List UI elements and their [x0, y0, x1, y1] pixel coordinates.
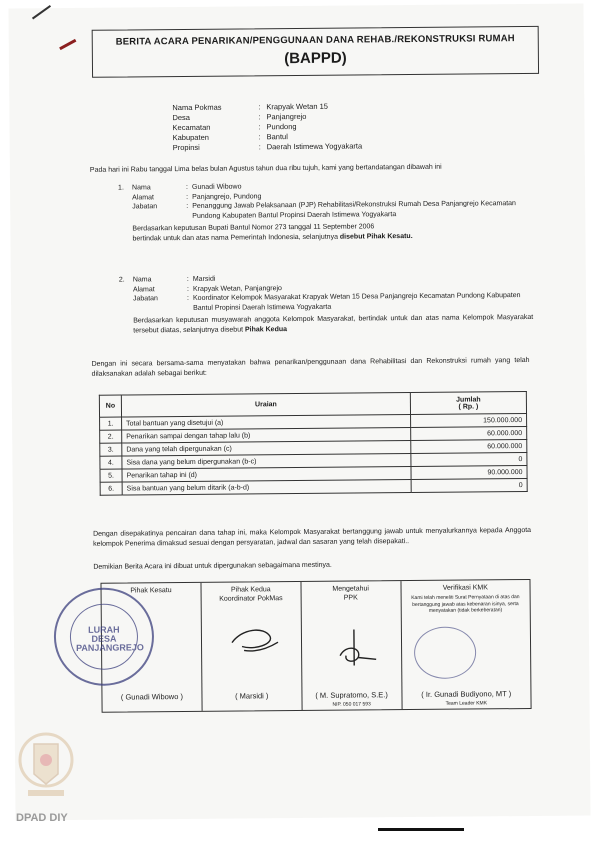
- signature-heading: Pihak Kesatu: [130, 587, 172, 595]
- statement-paragraph: Dengan ini secara bersama-sama menyatakan bahwa penarikan/penggunaan dana Rehabilitasi dan Rekonstruksi rumah yang telah dilaksanakan adalah sebagai berikut:: [91, 356, 530, 378]
- party-2-designation: Pihak Kedua: [244, 325, 288, 333]
- signature-name: ( Gunadi Wibowo ): [120, 692, 183, 702]
- row-description: Sisa bantuan yang belum ditarik (a-b-d): [122, 480, 411, 496]
- row-number: 5.: [100, 469, 122, 482]
- signature-name: ( Ir. Gunadi Budiyono, MT ): [421, 689, 512, 699]
- row-amount: 90.000.000: [411, 466, 527, 480]
- pen-mark: [32, 5, 51, 19]
- signature-title: Team Leader KMK: [445, 700, 488, 707]
- handwritten-signature: [332, 625, 382, 675]
- red-pen-mark: [59, 39, 76, 50]
- party-1-address: Panjangrejo, Pundong: [192, 192, 262, 201]
- signature-party-2: [201, 582, 302, 711]
- field-label: Nama: [132, 184, 151, 192]
- col-jumlah: Jumlah ( Rp. ): [410, 392, 526, 415]
- document-sheet: [8, 4, 590, 821]
- identity-value: Krapyak Wetan 15: [266, 101, 328, 112]
- col-uraian: Uraian: [121, 393, 410, 418]
- party-number: 1.: [118, 184, 124, 192]
- identity-row: Desa : Panjangrejo: [172, 111, 307, 123]
- row-amount: 60.000.000: [411, 440, 527, 454]
- row-description: Total bantuan yang disetujui (a): [122, 415, 411, 431]
- party-2-address: Krapyak Wetan, Panjangrejo: [192, 284, 282, 293]
- row-description: Penarikan sampai dengan tahap lalu (b): [122, 428, 411, 444]
- party-number: 2.: [118, 276, 125, 284]
- identity-label: Nama Pokmas: [172, 102, 222, 113]
- identity-block: [172, 101, 362, 153]
- identity-label: Desa: [172, 112, 190, 123]
- row-number: 2.: [100, 430, 122, 443]
- row-description: Penarikan tahap ini (d): [122, 467, 411, 483]
- identity-label: Kabupaten: [172, 132, 209, 143]
- row-number: 1.: [100, 417, 122, 430]
- field-label: Alamat: [132, 193, 154, 201]
- closing-paragraph: Dengan disepakatinya pencairan dana tahap ini, maka Kelompok Masyarakat bertanggung jawab untuk menyalurkannya kepada Anggota kelompok Penerima dimaksud sesuai dengan persyaratan, jadwal dan sasaran yang telah disepakati..: [93, 526, 532, 548]
- verification-note: Kami telah meneliti Surat Pernyataan di atas dan bertanggung jawab atas kebenaran isinya, serta menyatakan (tidak berkeberatan): [411, 594, 520, 614]
- party-1-basis: Berdasarkan keputusan Bupati Bantul Nomor 273 tanggal 11 September 2006: [132, 223, 375, 233]
- party-1: 1. Nama : Gunadi Wibowo Alamat : Panjangrejo, Pundong Jabatan : Penanggung Jawab Pelaksanaan (PJP) Rehabilitasi/Rekonstruksi Rumah Desa Panjangrejo Kecamatan Pundong Kabupaten Bantul Propinsi Daerah Istimewa Yogyakarta Berdasarkan keputusan Bupati Bantul Nomor 273 tanggal 11 September 2006 bertindak untuk dan atas nama Pemerintah Indonesia, selanjutnya disebut Pihak Kesatu.: [118, 180, 533, 244]
- document-acronym: (BAPPD): [284, 49, 347, 68]
- party-1-basis-text: bertindak untuk dan atas nama Pemerintah Indonesia, selanjutnya: [132, 233, 338, 242]
- identity-row: Propinsi : Daerah Istimewa Yogyakarta: [172, 141, 363, 153]
- party-1-designation: disebut Pihak Kesatu.: [339, 232, 413, 241]
- identity-label: Propinsi: [172, 142, 200, 153]
- table-row: [100, 479, 527, 496]
- stamp-text: LURAH DESA PANJANGREJO: [76, 624, 144, 653]
- fund-table: [99, 391, 528, 496]
- closing-statement: Demikian Berita Acara ini dibuat untuk dipergunakan sebagaimana mestinya.: [93, 561, 332, 571]
- identity-row: Kecamatan : Pundong: [172, 122, 297, 133]
- row-number: 3.: [100, 443, 122, 456]
- identity-value: Pundong: [266, 122, 297, 132]
- signature-ppk: [301, 581, 402, 710]
- coat-of-arms-watermark: [14, 726, 78, 802]
- handwritten-signature: [224, 620, 284, 661]
- col-no: No: [99, 395, 121, 417]
- row-description: Dana yang telah dipergunakan (c): [122, 441, 411, 457]
- signature-heading: Mengetahui: [332, 585, 369, 593]
- signature-name: ( M. Supratomo, S.E.): [315, 690, 388, 700]
- party-1-position: Penanggung Jawab Pelaksanaan (PJP) Rehabilitasi/Rekonstruksi Rumah Desa Panjangrejo Kecamatan Pundong Kabupaten Bantul Propinsi Daerah Istimewa Yogyakarta: [192, 200, 516, 220]
- kmk-stamp: [414, 626, 476, 679]
- signature-name: ( Marsidi ): [235, 691, 269, 701]
- watermark-text: DPAD DIY: [16, 812, 68, 824]
- party-2-name: Marsidi: [192, 275, 216, 283]
- document-header: [92, 26, 539, 78]
- field-label: Jabatan: [132, 295, 158, 303]
- party-2: 2. Nama : Marsidi Alamat : Krapyak Wetan, Panjangrejo Jabatan : Koordinator Kelompok Masyarakat Krapyak Wetan 15 Desa Panjangrejo Kecamatan Pundong Kabupaten Bantul Propinsi Daerah Istimewa Yogyakarta Berdasarkan keputusan musyawarah anggota Kelompok Masyarakat, bertindak untuk dan atas nama Kelompok Masyarakat tersebut diatas, selanjutnya disebut Pihak Kedua: [119, 272, 534, 336]
- signature-subheading: Koordinator PokMas: [219, 595, 283, 603]
- party-1-name: Gunadi Wibowo: [192, 183, 242, 191]
- field-label: Jabatan: [132, 203, 158, 211]
- row-number: 6.: [100, 482, 122, 495]
- intro-paragraph: Pada hari ini Rabu tanggal Lima belas bulan Agustus tahun dua ribu tujuh, kami yang bertandatangan dibawah ini: [89, 163, 442, 174]
- row-amount: 0: [411, 453, 527, 467]
- row-number: 4.: [100, 456, 122, 469]
- field-label: Nama: [132, 276, 152, 284]
- row-amount: 60.000.000: [411, 427, 527, 441]
- identity-row: Kabupaten : Bantul: [172, 132, 288, 143]
- identity-value: Bantul: [266, 132, 288, 142]
- identity-label: Kecamatan: [172, 122, 211, 133]
- party-2-position: Koordinator Kelompok Masyarakat Krapyak Wetan 15 Desa Panjangrejo Kecamatan Pundong Kabupaten Bantul Propinsi Daerah Istimewa Yogyakarta: [192, 292, 521, 312]
- row-amount: 150.000.000: [411, 414, 527, 428]
- official-stamp: [54, 587, 155, 686]
- signature-subheading: PPK: [343, 594, 358, 602]
- row-description: Sisa dana yang belum dipergunakan (b-c): [122, 454, 411, 470]
- identity-value: Panjangrejo: [266, 111, 307, 122]
- row-amount: 0: [411, 479, 527, 493]
- document-title: BERITA ACARA PENARIKAN/PENGGUNAAN DANA REHAB./REKONSTRUKSI RUMAH: [115, 33, 515, 48]
- identity-row: Nama Pokmas : Krapyak Wetan 15: [172, 101, 328, 113]
- party-2-basis: Berdasarkan keputusan musyawarah anggota Kelompok Masyarakat, bertindak untuk dan atas nama Kelompok Masyarakat tersebut diatas, selanjutnya disebut: [133, 313, 534, 334]
- identity-value: Daerah Istimewa Yogyakarta: [266, 141, 363, 152]
- signature-heading: Verifikasi KMK: [442, 584, 488, 592]
- signature-heading: Pihak Kedua: [230, 586, 271, 594]
- field-label: Alamat: [132, 285, 155, 293]
- bottom-bar: [378, 828, 464, 831]
- signature-nip: NIP. 050 017 593: [332, 701, 371, 708]
